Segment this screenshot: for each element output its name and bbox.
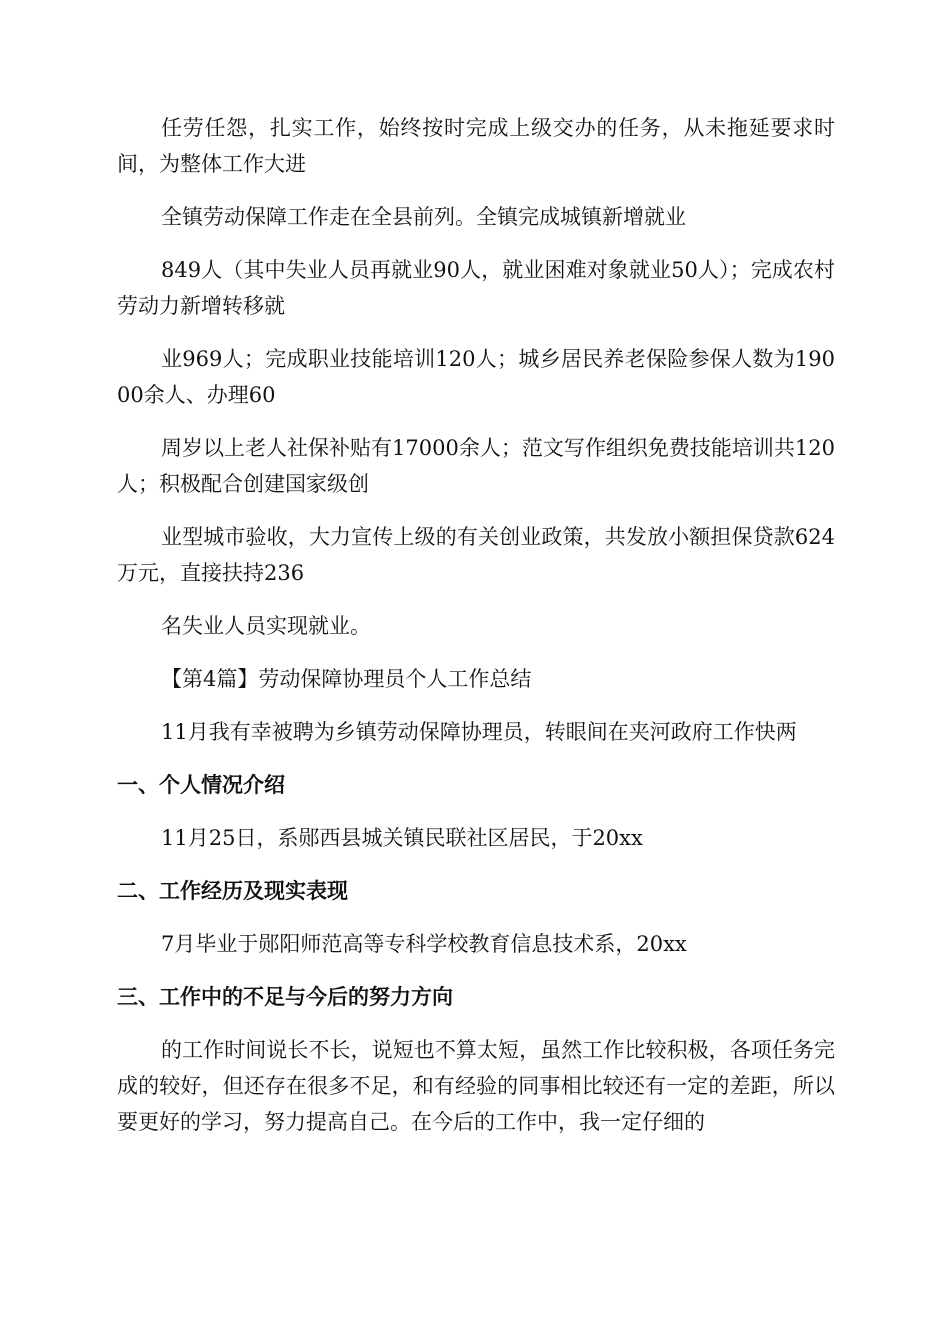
body-paragraph: 周岁以上老人社保补贴有17000余人；范文写作组织免费技能培训共120人；积极配合创建国家级创 bbox=[117, 436, 835, 496]
body-paragraph: 11月我有幸被聘为乡镇劳动保障协理员，转眼间在夹河政府工作快两 bbox=[161, 720, 797, 744]
section-heading-work-experience: 二、工作经历及现实表现 bbox=[117, 879, 348, 903]
article-title: 【第4篇】劳动保障协理员个人工作总结 bbox=[161, 667, 532, 691]
body-paragraph: 11月25日，系郧西县城关镇民联社区居民，于20xx bbox=[161, 826, 643, 850]
body-paragraph: 全镇劳动保障工作走在全县前列。全镇完成城镇新增就业 bbox=[161, 205, 686, 229]
body-paragraph: 任劳任怨，扎实工作，始终按时完成上级交办的任务，从未拖延要求时间，为整体工作大进 bbox=[117, 116, 835, 176]
body-paragraph: 849人（其中失业人员再就业90人，就业困难对象就业50人）；完成农村劳动力新增转移就 bbox=[117, 258, 835, 318]
document-body bbox=[117, 110, 835, 1157]
body-paragraph: 业969人；完成职业技能培训120人；城乡居民养老保险参保人数为19000余人、办理60 bbox=[117, 347, 835, 407]
body-paragraph: 业型城市验收，大力宣传上级的有关创业政策，共发放小额担保贷款624万元，直接扶持236 bbox=[117, 525, 835, 585]
body-paragraph: 名失业人员实现就业。 bbox=[161, 614, 371, 638]
section-heading-personal-info: 一、个人情况介绍 bbox=[117, 773, 285, 797]
body-paragraph: 的工作时间说长不长，说短也不算太短，虽然工作比较积极，各项任务完成的较好，但还存在很多不足，和有经验的同事相比较还有一定的差距，所以要更好的学习，努力提高自己。在今后的工作中，我一定仔细的 bbox=[117, 1038, 835, 1134]
body-paragraph: 7月毕业于郧阳师范高等专科学校教育信息技术系，20xx bbox=[161, 932, 687, 956]
section-heading-shortcomings: 三、工作中的不足与今后的努力方向 bbox=[117, 985, 453, 1009]
